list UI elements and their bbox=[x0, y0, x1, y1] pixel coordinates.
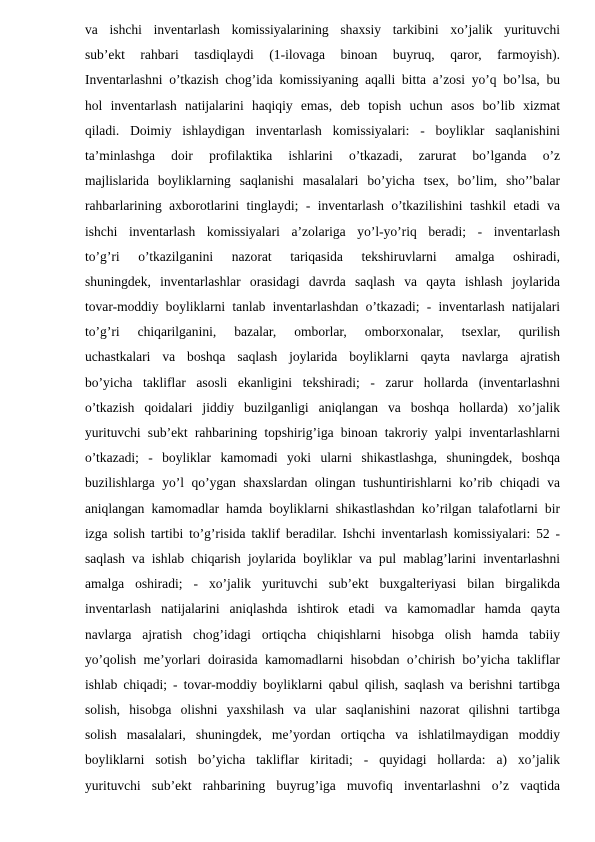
text-line: buzilishlarga yo’l qo’ygan shaxslardan olingan tushuntirishlarni ko’rib chiqadi va bbox=[85, 475, 560, 491]
text-line: uchastkalari va boshqa saqlash joylarida boyliklarni qayta navlarga ajratish bbox=[85, 349, 560, 365]
text-line: shuningdek, inventarlashlar orasidagi davrda saqlash va qayta ishlash joylarida bbox=[85, 273, 560, 289]
text-line: to’g’ri chiqarilganini, bazalar, omborlar, omborxonalar, tsexlar, qurilish bbox=[85, 324, 560, 340]
text-line: ishchi inventarlash komissiyalari a’zolariga yo’l-yo’riq beradi; - inventarlash bbox=[85, 223, 560, 239]
text-line: majlislarida boyliklarning saqlanishi masalalari bo’yicha tsex, bo’lim, sho’’balar bbox=[85, 173, 560, 189]
text-line: o’tkazish qoidalari jiddiy buzilganligi aniqlangan va boshqa hollarda) xo’jalik bbox=[85, 399, 560, 415]
text-line: hol inventarlash natijalarini haqiqiy emas, deb topish uchun asos bo’lib xizmat bbox=[85, 97, 560, 113]
text-line: boyliklarni sotish bo’yicha takliflar kiritadi; - quyidagi hollarda: a) xo’jalik bbox=[85, 752, 560, 768]
text-line: sub’ekt rahbari tasdiqlaydi (1-ilovaga binoan buyruq, qaror, farmoyish). bbox=[85, 47, 560, 63]
text-line: ishlab chiqadi; - tovar-moddiy boyliklarni qabul qilish, saqlash va berishni tartibga bbox=[85, 676, 560, 692]
text-line: solish, hisobga olishni yaxshilash va ular saqlanishini nazorat qilishni tartibga bbox=[85, 702, 560, 718]
text-line: o’tkazadi; - boyliklar kamomadi yoki ularni shikastlashga, shuningdek, boshqa bbox=[85, 450, 560, 466]
text-line: yurituvchi sub’ekt rahbarining topshirig’iga binoan takroriy yalpi inventarlashlarni bbox=[85, 425, 560, 440]
text-line: izga solish tartibi to’g’risida taklif beradilar. Ishchi inventarlash komissiyalari: 52 - bbox=[85, 525, 560, 541]
text-line: yo’qolish me’yorlari doirasida kamomadlarni hisobdan o’chirish bo’yicha takliflar bbox=[85, 651, 560, 667]
text-line: aniqlangan kamomadlar hamda boyliklarni shikastlashdan ko’rilgan talafotlarni bir bbox=[85, 500, 560, 516]
text-line: saqlash va ishlab chiqarish joylarida boyliklar va pul mablag’larini inventarlashni bbox=[85, 550, 560, 566]
text-line: bo’yicha takliflar asosli ekanligini tekshiradi; - zarur hollarda (inventarlashni bbox=[85, 374, 560, 390]
text-line: qiladi. Doimiy ishlaydigan inventarlash komissiyalari: - boyliklar saqlanishini bbox=[85, 122, 560, 138]
text-line: va ishchi inventarlash komissiyalarining shaxsiy tarkibini xo’jalik yurituvchi bbox=[85, 22, 560, 37]
text-line: inventarlash natijalarini aniqlashda ishtirok etadi va kamomadlar hamda qayta bbox=[85, 601, 560, 617]
text-line: rahbarlarining axborotlarini tinglaydi; - inventarlash o’tkazilishini tashkil etadi va bbox=[85, 198, 560, 214]
text-line: tovar-moddiy boyliklarni tanlab inventarlashdan o’tkazadi; - inventarlash natijalari bbox=[85, 299, 560, 315]
text-line: Inventarlashni o’tkazish chog’ida komissiyaning aqalli bitta a’zosi yo’q bo’lsa, bu bbox=[85, 72, 560, 88]
body-paragraph bbox=[85, 17, 560, 798]
text-line: to’g’ri o’tkazilganini nazorat tariqasida tekshiruvlarni amalga oshiradi, bbox=[85, 248, 560, 264]
text-line: yurituvchi sub’ekt rahbarining buyrug’iga muvofiq inventarlashni o’z vaqtida bbox=[85, 777, 560, 793]
document-page bbox=[85, 17, 560, 798]
text-line: navlarga ajratish chog’idagi ortiqcha chiqishlarni hisobga olish hamda tabiiy bbox=[85, 626, 560, 642]
text-line: ta’minlashga doir profilaktika ishlarini o’tkazadi, zarurat bo’lganda o’z bbox=[85, 147, 560, 163]
text-line: amalga oshiradi; - xo’jalik yurituvchi sub’ekt buxgalteriyasi bilan birgalikda bbox=[85, 576, 560, 592]
text-line: solish masalalari, shuningdek, me’yordan ortiqcha va ishlatilmaydigan moddiy bbox=[85, 727, 560, 743]
